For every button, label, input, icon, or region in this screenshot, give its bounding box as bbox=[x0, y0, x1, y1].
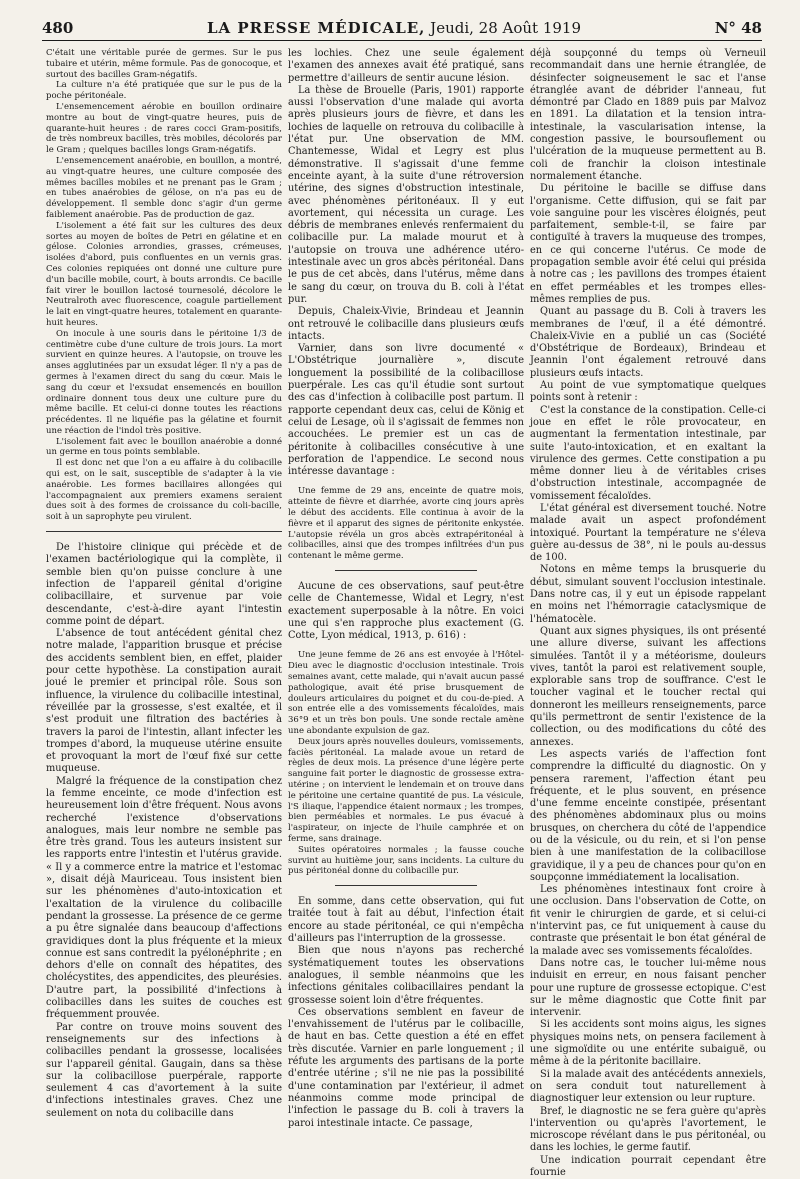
paragraph: L'isolement a été fait sur les cultures des deux sortes au moyen de boîtes de Petri en gélatine et en gélose. Colonies arrondies, grasses, crémeuses, isolées d'abord, puis confluentes en un vernis gras. Ces colonies repiquées ont donné une culture pure d'un bacille mobile, court, à bouts arrondis. Ce bacille fait virer le bouillon lactosé tournesolé, décolore le Neutralroth avec fluorescence, coagule partiellement le lait en vingt-quatre heures, totalement en quarante-huit heures. bbox=[46, 220, 282, 328]
paragraph: Si la malade avait des antécédents annexiels, on sera conduit tout naturellement à diagnostiquer leur extension ou leur rupture. bbox=[530, 1068, 766, 1105]
pathogenesis-and-diagnosis bbox=[530, 48, 766, 1179]
bacteriology-report bbox=[46, 48, 282, 523]
paragraph: La culture n'a été pratiquée que sur le pus de la poche péritonéale. bbox=[46, 80, 282, 102]
summary bbox=[288, 896, 524, 1130]
paragraph: Une indication pourrait cependant être fournie bbox=[530, 1154, 766, 1179]
paragraph: C'était une véritable purée de germes. Sur le pus tubaire et utérin, même formule. Pas de gonocoque, et surtout des bacilles Gram-négatifs. bbox=[46, 48, 283, 80]
paragraph: déjà soupçonné du temps où Verneuil recommandait dans une hernie étranglée, de désinfecter soigneusement le sac et l'anse étranglée avant de débrider l'anneau, fut démontré par Clado en 1889 puis par Malvoz en 1891. La dilatation et la tension intra-intestinale, la vascularisation intense, la congestion passive, le boursouflement ou l'ulcération de la muqueuse permettent au B. coli de franchir la cloison intestinale normalement étanche. bbox=[530, 48, 766, 182]
discussion bbox=[46, 542, 282, 1120]
paragraph: Ces observations semblent en faveur de l'envahissement de l'utérus par le colibacille, de haut en bas. Cette question a été en effet très discutée. Varnier en parle longuement ; il réfute les arguments des partisans de la porte d'entrée utérine ; s'il ne nie pas la possibilité d'une contamination par l'extérieur, il admet néanmoins comme mode principal de l'infection le passage du B. coli à travers la paroi intestinale intacte. Ce passage, bbox=[288, 1006, 524, 1129]
page-number: 480 bbox=[42, 19, 74, 37]
literature-review bbox=[288, 48, 524, 478]
quoted-observation-1 bbox=[288, 486, 524, 562]
paragraph: L'ensemencement aérobie en bouillon ordinaire montre au bout de vingt-quatre heures, puis de quarante-huit heures : de rares cocci Gram-positifs, de très nombreux bacilles, très mobiles, décolorés par le Gram ; quelques bacilles longs Gram-négatifs. bbox=[46, 101, 282, 156]
paragraph: Bref, le diagnostic ne se fera guère qu'après l'intervention ou qu'après l'avortement, le microscope révélant dans le pus péritonéal, ou dans les lochies, le germe fautif. bbox=[530, 1105, 766, 1154]
quoted-observation-2 bbox=[288, 650, 524, 877]
issue-number: N° 48 bbox=[714, 19, 762, 37]
paragraph: C'est la constance de la constipation. Celle-ci joue en effet le rôle provocateur, en augmentant la fermentation intestinale, par suite l'auto-intoxication, et en exaltant la virulence des germes. Cette constipation a pu même donner lieu à de véritables crises d'obstruction intestinale, accompagnée de vomissement fécaloïdes. bbox=[530, 404, 766, 502]
section-divider bbox=[335, 570, 477, 571]
paragraph: Dans notre cas, le toucher lui-même nous induisit en erreur, en nous faisant pencher pour une rupture de grossesse ectopique. C'est sur le même diagnostic que Cotte finit par intervenir. bbox=[530, 957, 766, 1019]
paragraph: Il est donc net que l'on a eu affaire à du colibacille qui est, on le sait, susceptible de s'adapter à la vie anaérobie. Les formes bacillaires allongées qui l'accompagnaient aux premiers examens seraient dues soit à des formes de croissance du coli-bacille, soit à un saprophyte peu virulent. bbox=[46, 458, 282, 523]
paragraph: De l'histoire clinique qui précède et de l'examen bactériologique qui la complète, il semble bien qu'on puisse conclure à une infection de l'appareil génital d'origine colibacillaire, et survenue par voie descendante, c'est-à-dire ayant l'intestin comme point de départ. bbox=[46, 542, 282, 627]
paragraph: Suites opératoires normales ; la fausse couche survint au huitième jour, sans incidents. La culture du pus péritonéal donne du colibacille pur. bbox=[288, 844, 524, 877]
paragraph: En somme, dans cette observation, qui fut traitée tout à fait au début, l'infection était encore au stade péritonéal, ce qui n'empêcha d'ailleurs pas l'interruption de la grossesse. bbox=[288, 896, 524, 945]
paragraph: Une femme de 29 ans, enceinte de quatre mois, atteinte de fièvre et diarrhée, avorte cinq jours après le début des accidents. Elle continua à avoir de la fièvre et il apparut des signes de péritonite enkystée. L'autopsie révéla un gros abcès extrapéritonéal à colibacilles, ainsi que des trompes infiltrées d'un pus contenant le même germe. bbox=[288, 486, 524, 562]
paragraph: Quant aux signes physiques, ils ont présenté une allure diverse, suivant les affections simulées. Tantôt il y a météorisme, douleurs vives, tantôt la paroi est relativement souple, explorable sans trop de souffrance. C'est le toucher vaginal et le toucher rectal qui donneront les meilleurs renseignements, parce qu'ils permettront de sentir l'existence de la collection, ou des modifications du côté des annexes. bbox=[530, 625, 766, 748]
paragraph: Depuis, Chaleix-Vivie, Brindeau et Jeannin ont retrouvé le colibacille dans plusieurs œufs intacts. bbox=[288, 306, 524, 342]
paragraph: L'ensemencement anaérobie, en bouillon, a montré, au vingt-quatre heures, une culture composée des mêmes bacilles mobiles et ne prenant pas le Gram ; en tubes anaérobies de gélose, on n'a pas eu de développement. Il semble donc s'agir d'un germe faiblement anaérobie. Pas de production de gaz. bbox=[46, 155, 282, 220]
paragraph: On inocule à une souris dans le péritoine 1/3 de centimètre cube d'une culture de trois jours. La mort survient en quinze heures. A l'autopsie, on trouve les anses agglutinées par un exsudat léger. Il n'y a pas de germes à l'examen direct du sang du cœur. Mais le sang du cœur et l'exsudat ensemencés en bouillon ordinaire donnent tous deux une culture pure du même bacille. Et celui-ci donne toutes les réactions précédentes. Il ne liquéfie pas la gélatine et fournit une réaction de l'indol très positive. bbox=[46, 328, 282, 436]
paragraph: Notons en même temps la brusquerie du début, simulant souvent l'occlusion intestinale. Dans notre cas, il y eut un épisode rappelant en moins net l'hémorragie cataclysmique de l'hématocèle. bbox=[530, 564, 766, 625]
paragraph: Malgré la fréquence de la constipation chez la femme enceinte, ce mode d'infection est heureusement loin d'être fréquent. Nous avons recherché l'existence d'observations analogues, mais leur nombre ne semble pas être très grand. Tous les auteurs insistent sur les rapports entre l'intestin et l'utérus gravide. « Il y a commerce entre la matrice et l'estomac », disait déjà Mauriceau. Tous insistent bien sur les phénomènes d'auto-intoxication et l'exaltation de la virulence du colibacille pendant la grossesse. La présence de ce germe a pu être signalée dans beaucoup d'affections gravidiques dont la plus fréquente et la mieux connue est sans contredit la pyélonéphrite ; en dehors d'elle on connaît des hépatites, des cholécystites, des appendicites, des pleurésies. D'autre part, la possibilité d'infections à colibacilles dans les suites de couches est fréquemment prouvée. bbox=[46, 775, 282, 1021]
paragraph: les lochies. Chez une seule également l'examen des annexes avait été pratiqué, sans permettre d'ailleurs de sentir aucune lésion. bbox=[288, 48, 524, 84]
column-3 bbox=[530, 48, 766, 1179]
comparison-paragraph bbox=[288, 581, 524, 642]
paragraph: Les phénomènes intestinaux font croire à une occlusion. Dans l'observation de Cotte, on fit venir le chirurgien de garde, et si celui-ci n'intervint pas, ce fut uniquement à cause du contraste que présentait le bon état général de la malade avec ses vomissements fécaloïdes. bbox=[530, 884, 766, 957]
journal-name: LA PRESSE MÉDICALE, bbox=[206, 19, 426, 37]
paragraph: L'état général est diversement touché. Notre malade avait un aspect profondément intoxiqué. Pourtant la température ne s'éleva guère au-dessus de 38°, ni le pouls au-dessus de 100. bbox=[530, 502, 766, 564]
paragraph: La thèse de Brouelle (Paris, 1901) rapporte aussi l'observation d'une malade qui avorta après plusieurs jours de fièvre, et dans les lochies de laquelle on retrouva du colibacille à l'état pur. Une observation de MM. Chantemesse, Widal et Legry est plus démonstrative. Il s'agissait d'une femme enceinte ayant, à la suite d'une rétroversion utérine, des signes d'obstruction intestinale, avec phénomènes péritonéaux. Il y eut avortement, qui nécessita un curage. Les débris de membranes enlevés renfermaient du colibacille pur. La malade mourut et à l'autopsie on trouva une adhérence utéro-intestinale avec un gros abcès péritonéal. Dans le pus de cet abcès, dans l'utérus, même dans le sang du cœur, on trouva du B. coli à l'état pur. bbox=[288, 84, 524, 305]
paragraph: L'isolement fait avec le bouillon anaérobie a donné un germe en tous points semblable. bbox=[46, 436, 282, 458]
paragraph: Au point de vue symptomatique quelques points sont à retenir : bbox=[530, 380, 766, 404]
paragraph: Par contre on trouve moins souvent des renseignements sur des infections à colibacilles pendant la grossesse, localisées sur l'appareil génital. Gaugain, dans sa thèse sur la colibacillose puerpérale, rapporte seulement 4 cas d'avortement à la suite d'infections intestinales graves. Chez une seulement on nota du colibacille dans bbox=[46, 1021, 282, 1119]
issue-date: Jeudi, 28 Août 1919 bbox=[425, 19, 582, 37]
paragraph: Aucune de ces observations, sauf peut-être celle de Chantemesse, Widal et Legry, n'est exactement superposable à la nôtre. En voici une qui s'en rapproche plus exactement (G. Cotte, Lyon médical, 1913, p. 616) : bbox=[288, 580, 524, 642]
page-header bbox=[42, 16, 762, 41]
paragraph: Les aspects variés de l'affection font comprendre la difficulté du diagnostic. On y pensera rarement, l'affection étant peu fréquente, et le plus souvent, en présence d'une femme enceinte constipée, présentant des phénomènes abdominaux plus ou moins brusques, on cherchera du côté de l'appendice ou de la vésicule, ou du rein, et si l'on pense bien à une manifestation de la colibacillose gravidique, il y a peu de chances pour qu'on en soupçonne immédiatement la localisation. bbox=[530, 748, 766, 883]
paragraph: Une jeune femme de 26 ans est envoyée à l'Hôtel-Dieu avec le diagnostic d'occlusion intestinale. Trois semaines avant, cette malade, qui n'avait aucun passé pathologique, avait été prise brusquement de douleurs articulaires du poignet et du cou-de-pied. A son entrée elle a des vomissements fécaloïdes, mais 36°9 et un très bon pouls. Une sonde rectale amène une abondante expulsion de gaz. bbox=[288, 650, 524, 737]
column-2 bbox=[288, 48, 524, 1129]
paragraph: Varnier, dans son livre documenté « L'Obstétrique journalière », discute longuement la possibilité de la colibacillose puerpérale. Les cas qu'il étudie sont surtout des cas d'infection à colibacille post partum. Il rapporte cependant deux cas, celui de König et celui de Lesage, où il s'agissait de femmes non accouchées. Le premier est un cas de péritonite à colibacilles consécutive à une perforation de l'appendice. Le second nous intéresse davantage : bbox=[288, 343, 524, 478]
paragraph: L'absence de tout antécédent génital chez notre malade, l'apparition brusque et précise des accidents semblent bien, en effet, plaider pour cette hypothèse. La constipation aurait joué le premier et principal rôle. Sous son influence, la virulence du colibacille intestinal, réveillée par la grossesse, s'est exaltée, et il s'est produit une filtration des bactéries à travers la paroi de l'intestin, allant infecter les trompes d'abord, la muqueuse utérine ensuite et provoquant la mort de l'œuf fixé sur cette muqueuse. bbox=[46, 628, 282, 775]
journal-title bbox=[207, 19, 581, 37]
column-1 bbox=[46, 48, 283, 1119]
paragraph: Deux jours après nouvelles douleurs, vomissements, faciès péritonéal. La malade avoue un retard de règles de deux mois. La présence d'une légère perte sanguine fait porter le diagnostic de grossesse extra-utérine ; on intervient le lendemain et on trouve dans le péritoine une certaine quantité de pus. La vésicule, l'S iliaque, l'appendice étaient normaux ; les trompes, bien perméables et normales. Le pus évacué à l'aspirateur, on injecte de l'huile camphrée et on ferme, sans drainage. bbox=[288, 736, 524, 844]
section-divider bbox=[335, 885, 477, 886]
paragraph: Du péritoine le bacille se diffuse dans l'organisme. Cette diffusion, qui se fait par voie sanguine pour les viscères éloignés, peut parfaitement, semble-t-il, se faire par contiguïté à travers la muqueuse des trompes, en ce qui concerne l'utérus. Ce mode de propagation semble avoir été celui qui présida à notre cas ; les pavillons des trompes étaient en effet perméables et les trompes elles-mêmes remplies de pus. bbox=[530, 183, 766, 305]
paragraph: Si les accidents sont moins aigus, les signes physiques moins nets, on pensera facilement à une sigmoïdite ou une entérite subaiguë, ou même à de la péritonite bacillaire. bbox=[530, 1019, 766, 1068]
paragraph: Quant au passage du B. Coli à travers les membranes de l'œuf, il a été démontré. Chaleix-Vivie en a publié un cas (Société d'Obstétrique de Bordeaux), Brindeau et Jeannin l'ont également retrouvé dans plusieurs œufs intacts. bbox=[530, 306, 766, 379]
paragraph: Bien que nous n'ayons pas recherché systématiquement toutes les observations analogues, il semble néanmoins que les infections génitales colibacillaires pendant la grossesse soient loin d'être fréquentes. bbox=[288, 945, 524, 1006]
section-divider bbox=[46, 531, 282, 532]
